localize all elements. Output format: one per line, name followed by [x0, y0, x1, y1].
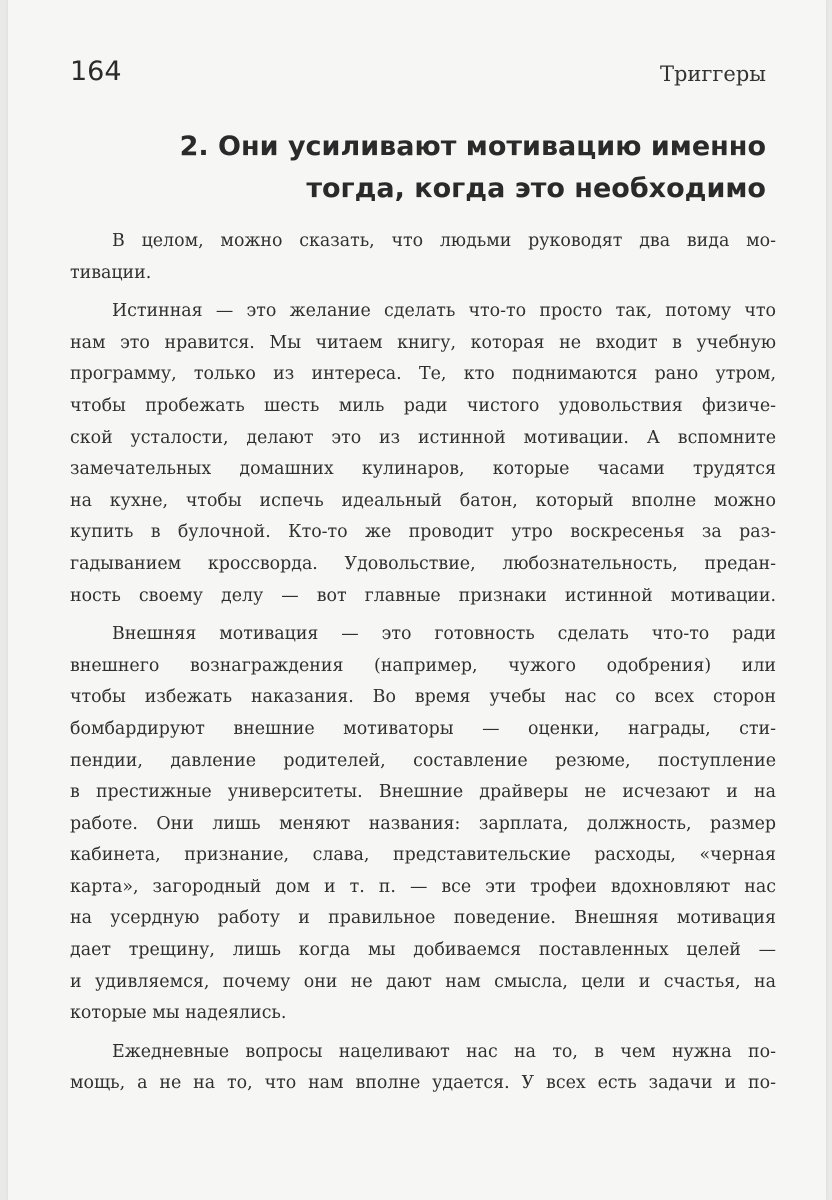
- text-line: внешнего вознаграждения (например, чужого одобрения) или: [70, 655, 776, 676]
- text-line: которые мы надеялись.: [70, 1003, 287, 1024]
- paragraph-4: [70, 1037, 776, 1100]
- body-text: [70, 226, 776, 1107]
- section-heading: [106, 126, 766, 210]
- text-line: гадыванием кроссворда. Удовольствие, любознательность, предан-: [70, 553, 776, 574]
- book-page: [8, 0, 826, 1200]
- running-section-title: Триггеры: [659, 62, 766, 86]
- text-line: нам это нравится. Мы читаем книгу, которая не входит в учебную: [70, 332, 776, 353]
- text-line: карта», загородный дом и т. п. — все эти трофеи вдохновляют нас: [70, 876, 776, 897]
- paragraph-2: [70, 296, 776, 612]
- text-line: В целом, можно сказать, что людьми руководят два вида мо-: [112, 231, 776, 251]
- text-line: тивации.: [70, 262, 152, 283]
- text-line: мощь, а не на то, что нам вполне удается. У всех есть задачи и по-: [70, 1073, 776, 1094]
- text-line: работе. Они лишь меняют названия: зарплата, должность, размер: [70, 813, 776, 834]
- text-line: на усердную работу и правильное поведение. Внешняя мотивация: [70, 908, 776, 929]
- page-number: 164: [70, 56, 122, 87]
- text-line: кабинета, признание, слава, представительские расходы, «черная: [70, 845, 776, 866]
- text-line: пендии, давление родителей, составление резюме, поступление: [70, 750, 776, 771]
- text-line: ность своему делу — вот главные признаки истинной мотивации.: [70, 585, 776, 606]
- text-line: дает трещину, лишь когда мы добиваемся поставленных целей —: [70, 940, 776, 961]
- text-line: бомбардируют внешние мотиваторы — оценки, награды, сти-: [70, 718, 776, 739]
- text-line: программу, только из интереса. Те, кто поднимаются рано утром,: [70, 364, 776, 385]
- text-line: в престижные университеты. Внешние драйверы не исчезают и на: [70, 782, 776, 803]
- text-line: и удивляемся, почему они не дают нам смысла, цели и счастья, на: [70, 971, 776, 992]
- text-line: чтобы пробежать шесть миль ради чистого удовольствия физиче-: [70, 395, 776, 416]
- text-line: на кухне, чтобы испечь идеальный батон, который вполне можно: [70, 490, 776, 511]
- text-line: ской усталости, делают это из истинной мотивации. А вспомните: [70, 427, 776, 448]
- text-line: замечательных домашних кулинаров, которые часами трудятся: [70, 459, 776, 480]
- heading-line: тогда, когда это необходимо: [306, 173, 766, 204]
- paragraph-1: [70, 226, 776, 289]
- text-line: чтобы избежать наказания. Во время учебы нас со всех сторон: [70, 687, 776, 708]
- text-line: Истинная — это желание сделать что-то просто так, потому что: [112, 301, 776, 322]
- text-line: купить в булочной. Кто-то же проводит утро воскресенья за раз-: [70, 522, 776, 543]
- running-head: [8, 56, 826, 96]
- text-line: Внешняя мотивация — это готовность сделать что-то ради: [112, 624, 776, 645]
- text-line: Ежедневные вопросы нацеливают нас на то, в чем нужна по-: [112, 1041, 776, 1062]
- paragraph-3: [70, 619, 776, 1030]
- heading-line: 2. Они усиливают мотивацию именно: [179, 131, 766, 162]
